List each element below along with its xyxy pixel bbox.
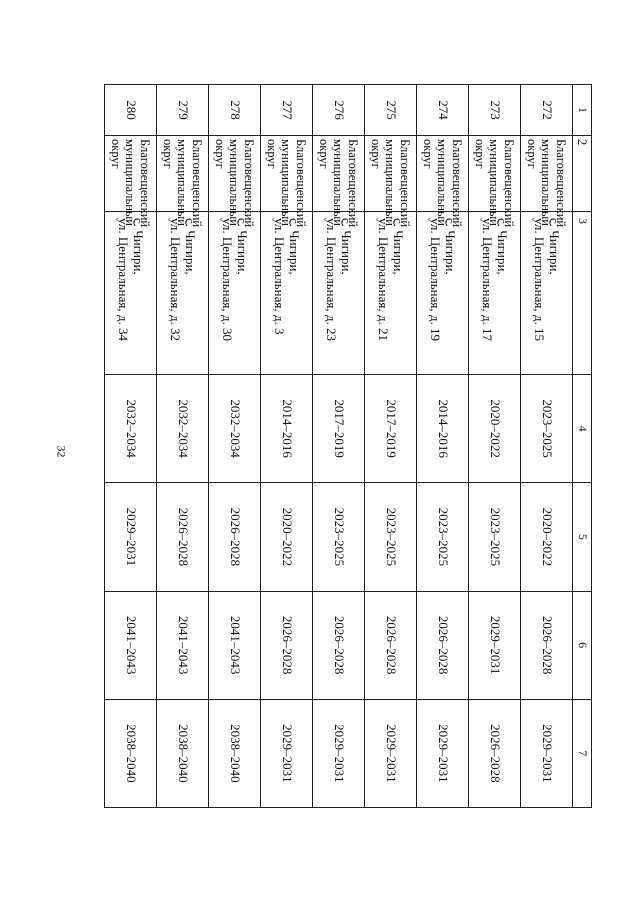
row-number-cell-text: 274: [435, 100, 451, 120]
period-col6-cell: [520, 591, 572, 699]
row-number-cell: [104, 85, 156, 136]
period-col5-cell-text: 2020–2022: [539, 507, 555, 567]
column-header: 7: [572, 699, 591, 807]
column-header: 6: [572, 591, 591, 699]
table-row: [520, 85, 572, 808]
period-col5-cell: [260, 483, 312, 591]
period-col7-cell-text: 2029–2031: [435, 724, 451, 783]
period-col6-cell: [468, 591, 520, 699]
period-col4-cell: [416, 375, 468, 483]
municipality-cell-text: Благовещенский муниципальный округ: [108, 139, 152, 228]
table-row: [260, 85, 312, 808]
address-locality: с. Чигири,: [391, 218, 407, 275]
period-col5-cell-text: 2020–2022: [279, 507, 295, 567]
period-col5-cell-text: 2029–2031: [123, 507, 139, 567]
period-col6-cell-text: 2026–2028: [435, 615, 451, 675]
municipality-cell: [468, 136, 520, 228]
period-col6-cell-text: 2041–2043: [175, 615, 191, 675]
period-col4-cell-text: 2014–2016: [279, 399, 295, 458]
column-number-header-row: [572, 85, 591, 808]
municipality-cell: [520, 136, 572, 228]
period-col5-cell-text: 2026–2028: [227, 507, 243, 567]
address-locality: с. Чигири,: [443, 218, 459, 275]
period-col6-cell-text: 2026–2028: [383, 615, 399, 675]
period-col5-cell: [416, 483, 468, 591]
housing-schedule-table: [104, 84, 592, 808]
column-header: 3: [572, 212, 591, 375]
period-col7-cell: [520, 699, 572, 807]
period-col4-cell: [364, 375, 416, 483]
municipality-cell: [104, 136, 156, 228]
period-col5-cell: [104, 483, 156, 591]
period-col7-cell-text: 2038–2040: [227, 724, 243, 783]
period-col4-cell-text: 2020–2022: [487, 399, 503, 458]
period-col7-cell-text: 2026–2028: [487, 724, 503, 783]
municipality-cell: [208, 136, 260, 228]
period-col4-cell: [468, 375, 520, 483]
period-col7-cell: [312, 699, 364, 807]
row-number-cell-text: 278: [227, 100, 243, 120]
period-col5-cell: [156, 483, 208, 591]
address-cell: [312, 212, 364, 375]
table-row: [208, 85, 260, 808]
table-row: [364, 85, 416, 808]
period-col4-cell: [104, 375, 156, 483]
row-number-cell-text: 275: [383, 100, 399, 120]
period-col7-cell: [260, 699, 312, 807]
period-col4-cell-text: 2032–2034: [175, 399, 191, 458]
row-number-cell: [208, 85, 260, 136]
row-number-cell-text: 276: [331, 100, 347, 120]
address-cell: [468, 212, 520, 375]
municipality-cell-text: Благовещенский муниципальный округ: [160, 139, 204, 228]
period-col7-cell: [468, 699, 520, 807]
table-row: [416, 85, 468, 808]
period-col6-cell-text: 2026–2028: [279, 615, 295, 675]
address-locality: с. Чигири,: [339, 218, 355, 275]
row-number-cell: [416, 85, 468, 136]
period-col7-cell-text: 2029–2031: [331, 724, 347, 783]
municipality-cell-text: Благовещенский муниципальный округ: [368, 139, 412, 228]
period-col5-cell: [468, 483, 520, 591]
period-col6-cell-text: 2026–2028: [331, 615, 347, 675]
period-col4-cell: [520, 375, 572, 483]
period-col4-cell: [312, 375, 364, 483]
period-col4-cell-text: 2032–2034: [227, 399, 243, 458]
address-locality: с. Чигири,: [495, 218, 511, 275]
address-street: ул. Центральная, д. 34: [116, 218, 132, 341]
municipality-cell-text: Благовещенский муниципальный округ: [316, 139, 360, 228]
period-col5-cell-text: 2023–2025: [383, 507, 399, 567]
table-row: [156, 85, 208, 808]
address-street: ул. Центральная, д. 32: [168, 218, 184, 341]
period-col7-cell-text: 2029–2031: [279, 724, 295, 783]
address-locality: с. Чигири,: [235, 218, 251, 275]
municipality-cell: [416, 136, 468, 228]
address-street: ул. Центральная, д. 23: [324, 218, 340, 341]
address-cell: [260, 212, 312, 375]
address-street: ул. Центральная, д. 19: [428, 218, 444, 341]
period-col6-cell-text: 2041–2043: [123, 615, 139, 675]
row-number-cell: [520, 85, 572, 136]
row-number-cell-text: 280: [123, 100, 139, 120]
column-header: 2: [572, 136, 591, 212]
period-col4-cell-text: 2014–2016: [435, 399, 451, 458]
row-number-cell: [156, 85, 208, 136]
address-cell: [416, 212, 468, 375]
page-number: 32: [54, 445, 69, 458]
period-col4-cell-text: 2017–2019: [383, 399, 399, 458]
row-number-cell: [260, 85, 312, 136]
period-col7-cell: [156, 699, 208, 807]
column-header: 4: [572, 375, 591, 483]
period-col7-cell-text: 2038–2040: [123, 724, 139, 783]
period-col6-cell: [364, 591, 416, 699]
table-row: [104, 85, 156, 808]
address-locality: с. Чигири,: [287, 218, 303, 275]
municipality-cell: [364, 136, 416, 228]
address-locality: с. Чигири,: [547, 218, 563, 275]
municipality-cell-text: Благовещенский муниципальный округ: [472, 139, 516, 228]
period-col4-cell-text: 2032–2034: [123, 399, 139, 458]
address-street: ул. Центральная, д. 21: [376, 218, 392, 341]
period-col7-cell: [364, 699, 416, 807]
period-col5-cell: [520, 483, 572, 591]
period-col4-cell-text: 2023–2025: [539, 399, 555, 458]
period-col6-cell: [104, 591, 156, 699]
address-street: ул. Центральная, д. 3: [272, 218, 288, 335]
row-number-cell: [312, 85, 364, 136]
period-col6-cell: [260, 591, 312, 699]
row-number-cell-text: 277: [279, 100, 295, 120]
period-col6-cell-text: 2029–2031: [487, 615, 503, 675]
period-col6-cell: [156, 591, 208, 699]
municipality-cell: [260, 136, 312, 228]
period-col5-cell-text: 2023–2025: [331, 507, 347, 567]
period-col5-cell: [208, 483, 260, 591]
address-locality: с. Чигири,: [131, 218, 147, 275]
column-header: 1: [572, 85, 591, 136]
period-col5-cell-text: 2023–2025: [487, 507, 503, 567]
column-header: 5: [572, 483, 591, 591]
address-cell: [208, 212, 260, 375]
table-row: [312, 85, 364, 808]
period-col7-cell-text: 2038–2040: [175, 724, 191, 783]
period-col6-cell: [312, 591, 364, 699]
period-col6-cell: [208, 591, 260, 699]
period-col4-cell-text: 2017–2019: [331, 399, 347, 458]
document-table-container: [106, 84, 592, 783]
municipality-cell: [312, 136, 364, 228]
municipality-cell-text: Благовещенский муниципальный округ: [420, 139, 464, 228]
period-col5-cell: [312, 483, 364, 591]
period-col7-cell: [416, 699, 468, 807]
period-col4-cell: [208, 375, 260, 483]
period-col6-cell: [416, 591, 468, 699]
period-col4-cell: [260, 375, 312, 483]
address-locality: с. Чигири,: [183, 218, 199, 275]
address-cell: [364, 212, 416, 375]
address-street: ул. Центральная, д. 30: [220, 218, 236, 341]
address-cell: [104, 212, 156, 375]
row-number-cell-text: 272: [539, 100, 555, 120]
municipality-cell-text: Благовещенский муниципальный округ: [264, 139, 308, 228]
period-col5-cell-text: 2026–2028: [175, 507, 191, 567]
municipality-cell: [156, 136, 208, 228]
row-number-cell: [364, 85, 416, 136]
period-col6-cell-text: 2041–2043: [227, 615, 243, 675]
municipality-cell-text: Благовещенский муниципальный округ: [524, 139, 568, 228]
address-street: ул. Центральная, д. 15: [532, 218, 548, 341]
address-cell: [156, 212, 208, 375]
period-col7-cell: [104, 699, 156, 807]
table-row: [468, 85, 520, 808]
period-col7-cell-text: 2029–2031: [383, 724, 399, 783]
municipality-cell-text: Благовещенский муниципальный округ: [212, 139, 256, 228]
address-street: ул. Центральная, д. 17: [480, 218, 496, 341]
period-col5-cell-text: 2023–2025: [435, 507, 451, 567]
row-number-cell: [468, 85, 520, 136]
period-col4-cell: [156, 375, 208, 483]
period-col7-cell-text: 2029–2031: [539, 724, 555, 783]
period-col5-cell: [364, 483, 416, 591]
row-number-cell-text: 279: [175, 100, 191, 120]
address-cell: [520, 212, 572, 375]
period-col6-cell-text: 2026–2028: [539, 615, 555, 675]
row-number-cell-text: 273: [487, 100, 503, 120]
period-col7-cell: [208, 699, 260, 807]
